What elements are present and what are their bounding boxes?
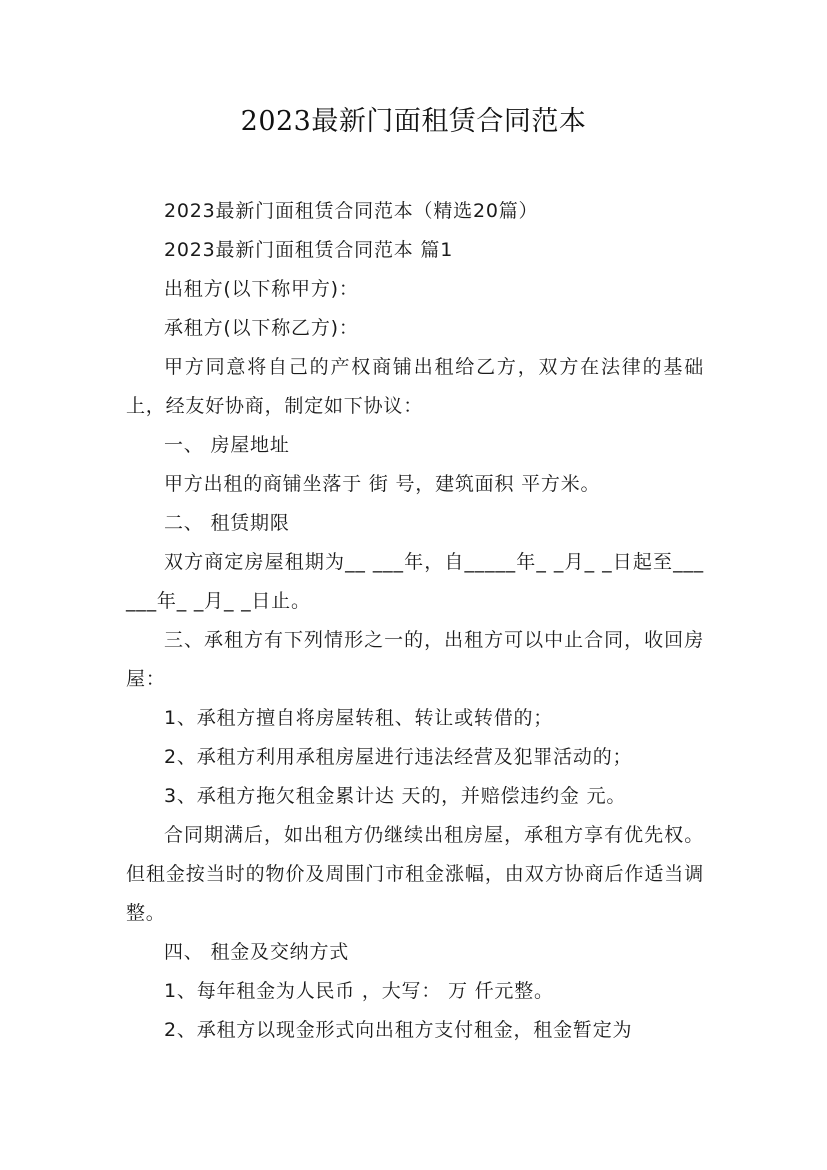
paragraph-clause-4-item-2: 2、承租方以现金形式向出租方支付租金，租金暂定为 — [164, 1019, 633, 1041]
paragraph-lessee: 承租方(以下称乙方)： — [164, 317, 359, 339]
paragraph-clause-4-item-1: 1、每年租金为人民币 ，大写： 万 仟元整。 — [164, 980, 554, 1002]
paragraph-clause-3-item-3: 3、承租方拖欠租金累计达 天的，并赔偿违约金 元。 — [164, 785, 627, 807]
paragraph-agreement-intro: 甲方同意将自己的产权商铺出租给乙方，双方在法律的基础上，经友好协商，制定如下协议： — [126, 356, 704, 417]
paragraph-clause-3-heading: 三、承租方有下列情形之一的，出租方可以中止合同，收回房屋： — [126, 629, 704, 690]
document-title: 2023最新门面租赁合同范本 — [240, 106, 587, 137]
paragraph-section-heading: 2023最新门面租赁合同范本 篇1 — [164, 239, 454, 261]
paragraph-lessor: 出租方(以下称甲方)： — [164, 278, 359, 300]
paragraph-clause-4-heading: 四、 租金及交纳方式 — [164, 941, 350, 963]
paragraph-clause-2-text: 双方商定房屋租期为__ ___年，自_____年_ _月_ _日起至______年_ _月_ _日止。 — [126, 551, 704, 612]
document-body — [126, 192, 704, 1050]
paragraph-clause-3-item-1: 1、承租方擅自将房屋转租、转让或转借的； — [164, 707, 554, 729]
paragraph-clause-1-text: 甲方出租的商铺坐落于 街 号，建筑面积 平方米。 — [164, 473, 601, 495]
paragraph-clause-2-heading: 二、 租赁期限 — [164, 512, 290, 534]
paragraph-subtitle: 2023最新门面租赁合同范本（精选20篇） — [164, 200, 539, 222]
paragraph-renewal: 合同期满后，如出租方仍继续出租房屋，承租方享有优先权。但租金按当时的物价及周围门市租金涨幅，由双方协商后作适当调整。 — [126, 824, 704, 924]
paragraph-clause-3-item-2: 2、承租方利用承租房屋进行违法经营及犯罪活动的； — [164, 746, 633, 768]
paragraph-clause-1-heading: 一、 房屋地址 — [164, 434, 290, 456]
